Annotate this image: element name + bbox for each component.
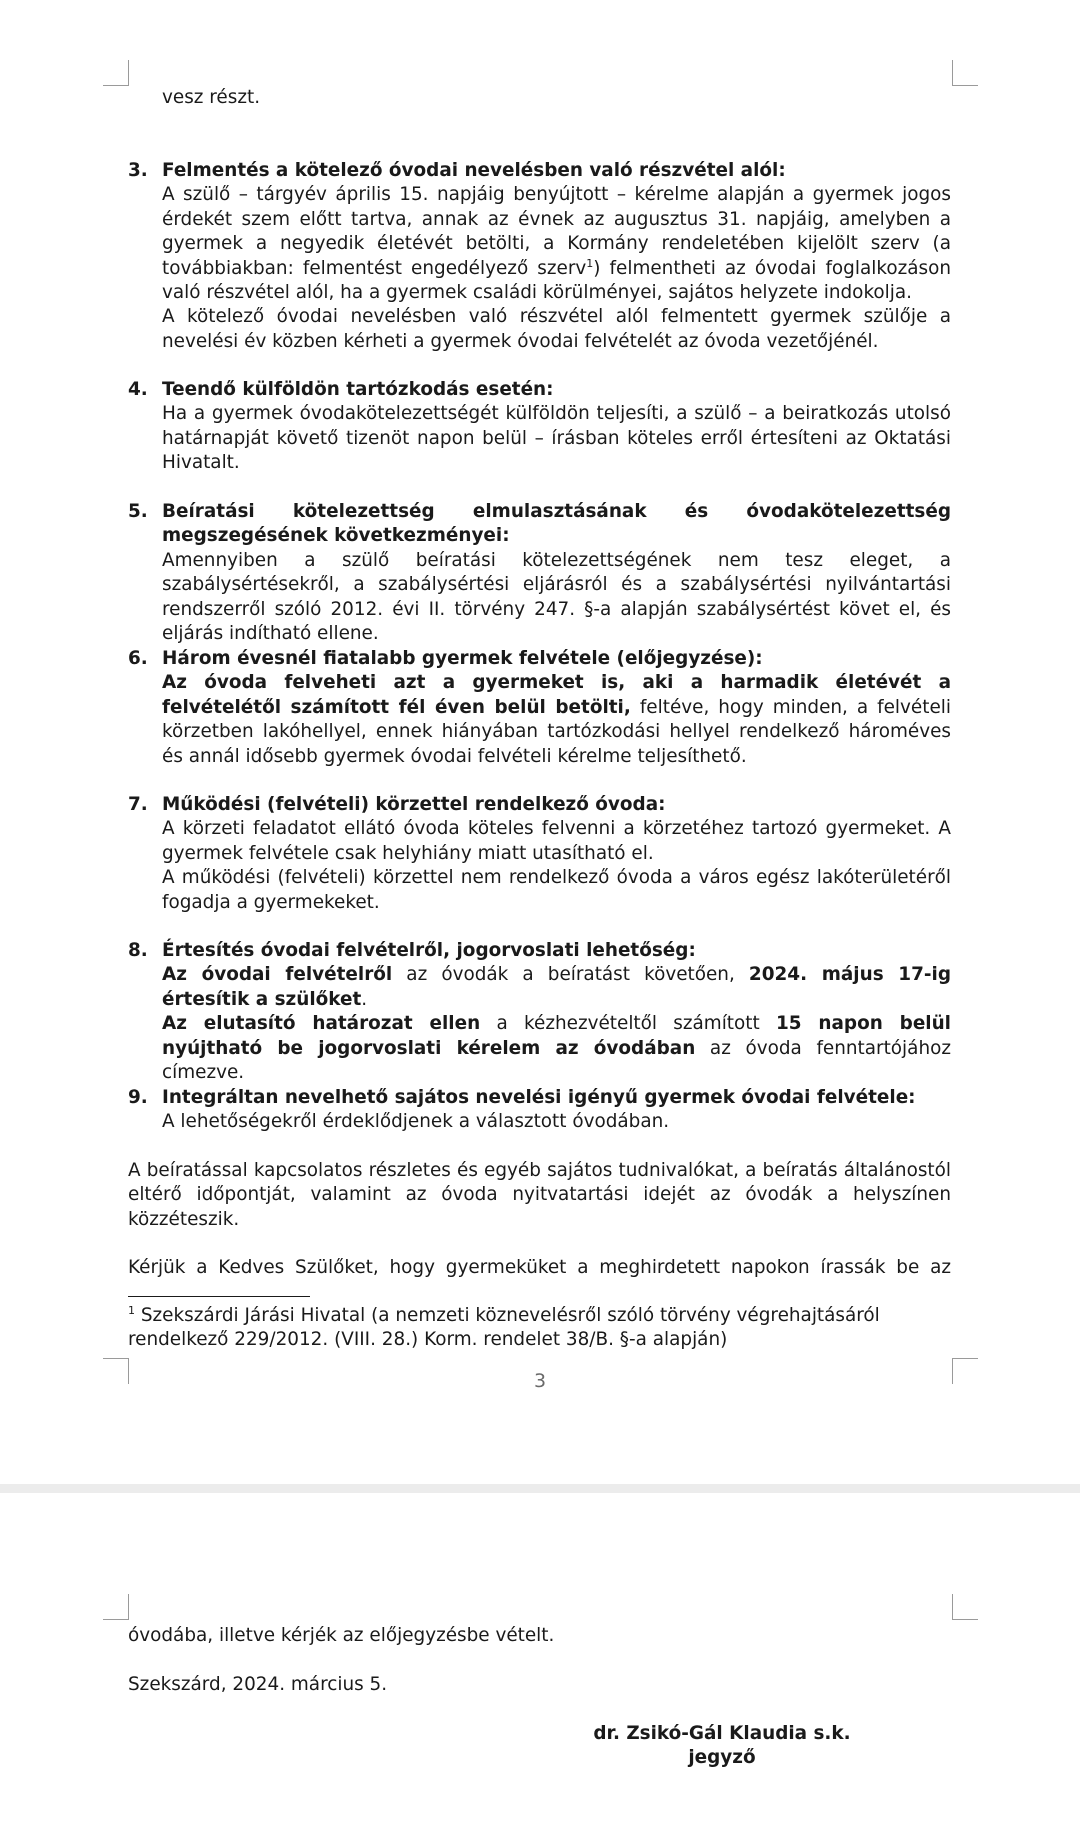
item-paragraph: A lehetőségekről érdeklődjenek a választott óvodában. [162, 1111, 670, 1133]
crop-mark-top-right [952, 60, 978, 86]
page-separator [0, 1484, 1080, 1493]
closing-paragraph: A beíratással kapcsolatos részletes és egyéb sajátos tudnivalókat, a beíratás általánostól eltérő időpontját, valamint az óvoda nyitvatartási idejét az óvodák a helyszínen közzéteszik. [128, 1160, 951, 1230]
item-3 [128, 159, 951, 354]
item-7 [128, 793, 951, 915]
page-number: 3 [533, 1370, 547, 1392]
item-paragraph: A körzeti feladatot ellátó óvoda köteles felvenni a körzetéhez tartozó gyermeket. A gyermek felvétele csak helyhiány miatt utasítható el. [162, 818, 951, 864]
crop-mark-top-left [103, 1594, 129, 1620]
footnote-number: 1 [128, 1303, 135, 1317]
item-paragraph: Ha a gyermek óvodakötelezettségét külföldön teljesíti, a szülő – a beiratkozás utolsó határnapját követő tizenöt napon belül – írásban köteles erről értesíteni az Oktatási Hivatalt. [162, 403, 951, 474]
item-paragraph: A szülő – tárgyév április 15. napjáig benyújtott – kérelme alapján a gyermek jogos érdekét szem előtt tartva, annak az évnek az augusztus 31. napjáig, amelyben a gyermek a negyedik életévét betölti, a Kormány rendeletében kijelölt szerv (a továbbiakban: felmentést engedélyező szerv$^1$) felmentheti az óvodai foglalkozáson való részvétel alól, ha a gyermek családi körülményei, sajátos helyzete indokolja. [162, 184, 951, 304]
place-date: Szekszárd, 2024. március 5. [128, 1674, 388, 1695]
item-6 [128, 647, 951, 769]
signer-name: dr. Zsikó-Gál Klaudia s.k. [593, 1723, 851, 1744]
item-5 [128, 500, 951, 646]
item-heading: Felmentés a kötelező óvodai nevelésben való részvétel alól: [162, 160, 786, 181]
item-paragraph: A működési (felvételi) körzettel nem rendelkező óvoda a város egész lakóterületéről fogadja a gyermekeket. [162, 867, 951, 913]
item-heading: Működési (felvételi) körzettel rendelkező óvoda: [162, 794, 666, 815]
document-page-4 [0, 1493, 1080, 1835]
item-8 [128, 939, 951, 1085]
item-number: 5. [128, 501, 148, 522]
item-paragraph: A kötelező óvodai nevelésben való részvétel alól felmentett gyermek szülője a nevelési év közben kérheti a gyermek óvodai felvételét az óvoda vezetőjénél. [162, 306, 951, 352]
crop-mark-top-left [103, 60, 129, 86]
item-paragraph: Az elutasító határozat ellen a kézhezvételtől számított 15 napon belül nyújtható be jogorvoslati kérelem az óvodában az óvoda fenntartójához címezve. [162, 1013, 951, 1084]
item-number: 9. [128, 1087, 148, 1108]
item-paragraph: Az óvodai felvételről az óvodák a beíratást követően, 2024. május 17-ig értesítik a szülőket. [162, 964, 951, 1010]
footnote-reference[interactable]: 1 [586, 256, 594, 270]
item-9 [128, 1086, 951, 1135]
item-heading: Értesítés óvodai felvételről, jogorvoslati lehetőség: [162, 940, 696, 961]
signer-title: jegyző [688, 1747, 756, 1768]
item-paragraph: Amennyiben a szülő beíratási kötelezettségének nem tesz eleget, a szabálysértésekről, a szabálysértési eljárásról és a szabálysértési nyilvántartási rendszerről szóló 2012. évi II. törvény 247. §-a alapján szabálysértést követ el, és eljárás indítható ellene. [162, 549, 951, 645]
item-number: 8. [128, 940, 148, 961]
item-heading: Beíratási kötelezettség elmulasztásának és óvodakötelezettség megszegésének következményei: [162, 501, 951, 547]
continuation-text: óvodába, illetve kérjék az előjegyzésbe vételt. [128, 1625, 555, 1646]
footnote: $^1$ Szekszárdi Járási Hivatal (a nemzeti köznevelésről szóló törvény végrehajtásáról rendelkező 229/2012. (VIII. 28.) Korm. rendelet 38/B. §-a alapján) [128, 1303, 880, 1351]
item-number: 6. [128, 648, 148, 669]
item-number: 3. [128, 160, 148, 181]
crop-mark-top-right [952, 1594, 978, 1620]
closing-paragraph-start: Kérjük a Kedves Szülőket, hogy gyermeküket a meghirdetett napokon írassák be az [128, 1257, 951, 1278]
item-heading: Teendő külföldön tartózkodás esetén: [162, 379, 554, 400]
item-paragraph: Az óvoda felveheti azt a gyermeket is, aki a harmadik életévét a felvételétől számított fél éven belül betölti, feltéve, hogy minden, a felvételi körzetben lakóhellyel, ennek hiányában tartózkodási hellyel rendelkező hároméves és annál idősebb gyermek óvodai felvételi kérelme teljesíthető. [162, 672, 951, 767]
item-heading: Három évesnél fiatalabb gyermek felvétele (előjegyzése): [162, 648, 763, 669]
footnote-separator [128, 1296, 310, 1297]
item-heading: Integráltan nevelhető sajátos nevelési igényű gyermek óvodai felvétele: [162, 1087, 916, 1108]
item-number: 7. [128, 794, 148, 815]
carry-over-text: vesz részt. [162, 87, 261, 108]
item-number: 4. [128, 379, 148, 400]
item-4 [128, 378, 951, 476]
